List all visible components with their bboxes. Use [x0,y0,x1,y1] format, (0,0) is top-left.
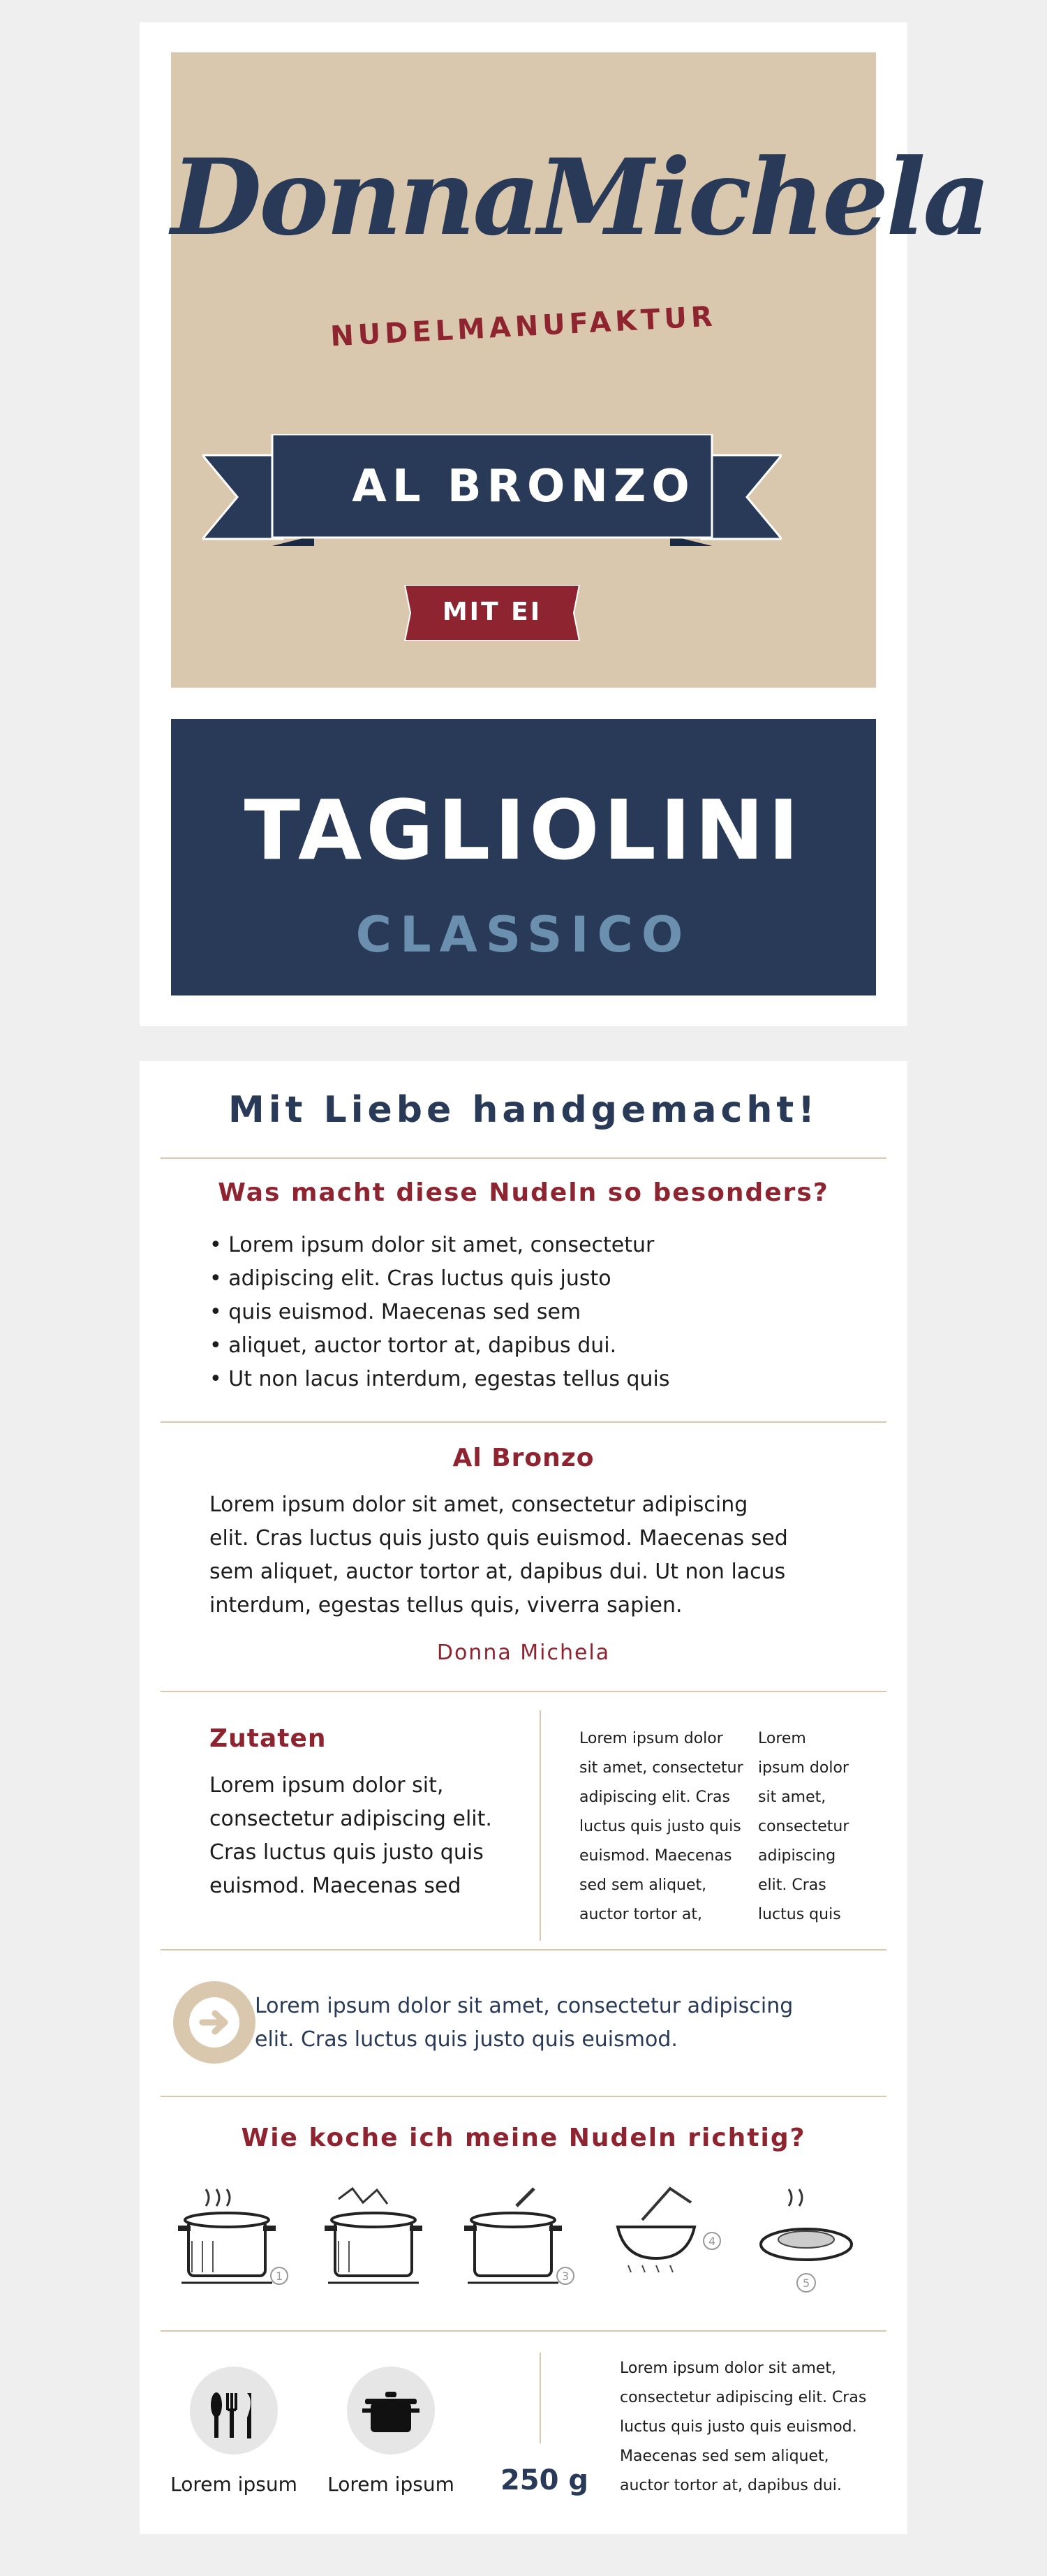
text-line: Lorem ipsum dolor sit amet, [620,2360,837,2377]
special-bullets [209,1229,670,1396]
vertical-divider [540,2353,541,2443]
ingredients-col-2 [758,1724,884,1930]
pot-icon [347,2367,435,2455]
svg-text:5: 5 [803,2277,810,2290]
text-line: elit. Cras luctus quis justo quis euismod. [255,2027,678,2052]
product-panel [171,719,876,995]
divider [161,1157,886,1159]
vertical-divider [540,1710,541,1941]
svg-text:3: 3 [562,2270,570,2283]
product-title: TAGLIOLINI [244,782,803,878]
weight-label: 250 g [500,2464,589,2496]
ingredients-col-1 [579,1724,754,1930]
list-item: • Ut non lacus interdum, egestas tellus quis [209,1363,670,1396]
text-line: ipsum dolor [758,1759,849,1777]
text-line: Maecenas sed sem aliquet, [620,2448,829,2465]
brand-logo: DonnaMichela [171,136,988,259]
svg-text:4: 4 [708,2235,716,2248]
arrow-right-icon [173,1981,255,2064]
bronzo-text [209,1488,838,1622]
mit-ei-label: MIT EI [442,598,542,626]
text-line: Lorem ipsum dolor sit amet, consectetur adipiscing [255,1994,794,2018]
brand-tagline: NUDELMANUFAKTUR [329,300,718,353]
text-line: auctor tortor at, dapibus dui. [620,2477,842,2494]
list-item: • adipiscing elit. Cras luctus quis justo [209,1262,670,1296]
text-line: adipiscing [758,1847,836,1865]
text-line: Cras luctus quis justo quis [209,1840,484,1865]
text-line: elit. Cras luctus quis justo quis euismod. Maecenas sed [209,1526,788,1550]
note-text [255,1990,869,2057]
text-line: luctus quis [758,1906,841,1923]
list-item: • Lorem ipsum dolor sit amet, consectetur [209,1229,670,1262]
list-item: • aliquet, auctor tortor at, dapibus dui. [209,1329,670,1363]
step-1-pot-icon [178,2189,288,2284]
text-line: consectetur [758,1818,849,1835]
text-line: sed sem aliquet, [579,1877,707,1894]
text-line: sem aliquet, auctor tortor at, dapibus dui. Ut non lacus [209,1560,786,1584]
icon-label: Lorem ipsum [327,2473,454,2496]
text-line: interdum, egestas tellus quis, viverra sapien. [209,1593,683,1618]
svg-text:1: 1 [276,2270,283,2283]
icon-label: Lorem ipsum [170,2473,297,2496]
divider [161,1691,886,1692]
special-heading: Was macht diese Nudeln so besonders? [218,1178,829,1207]
text-line: Lorem [758,1730,806,1747]
front-label [140,22,988,1026]
text-line: adipiscing elit. Cras [579,1789,730,1806]
back-label [140,1061,907,2534]
text-line: Lorem ipsum dolor sit amet, consectetur adipiscing [209,1493,748,1517]
divider [161,1421,886,1423]
step-5-plate-icon [761,2189,852,2292]
divider [161,2096,886,2097]
text-line: Lorem ipsum dolor [579,1730,723,1747]
text-line: sit amet, [758,1789,826,1806]
product-subtitle: CLASSICO [355,906,692,963]
bronzo-heading: Al Bronzo [452,1444,595,1472]
footer-text [620,2354,899,2501]
text-line: consectetur adipiscing elit. [209,1807,492,1831]
text-line: euismod. Maecenas sed [209,1874,461,1898]
text-line: euismod. Maecenas [579,1847,732,1865]
cooking-heading: Wie koche ich meine Nudeln richtig? [241,2124,806,2152]
list-item: • quis euismod. Maecenas sed sem [209,1296,670,1329]
cutlery-icon [190,2367,278,2455]
cooking-steps [174,2178,872,2318]
ribbon-label: AL BRONZO [352,461,695,512]
step-2-pot-icon [325,2189,422,2283]
divider [161,2330,886,2332]
text-line: sit amet, consectetur [579,1759,743,1777]
step-4-strainer-icon [618,2189,720,2272]
text-line: elit. Cras [758,1877,826,1894]
ingredients-heading: Zutaten [209,1724,327,1753]
text-line: luctus quis justo quis euismod. [620,2418,857,2436]
text-line: luctus quis justo quis [579,1818,741,1835]
back-heading: Mit Liebe handgemacht! [228,1089,819,1131]
text-line: Lorem ipsum dolor sit, [209,1773,444,1798]
step-3-pot-icon [464,2189,574,2284]
divider [161,1949,886,1950]
text-line: auctor tortor at, [579,1906,702,1923]
ingredients-text [209,1769,503,1903]
text-line: consectetur adipiscing elit. Cras [620,2389,867,2406]
signature: Donna Michela [436,1641,611,1665]
